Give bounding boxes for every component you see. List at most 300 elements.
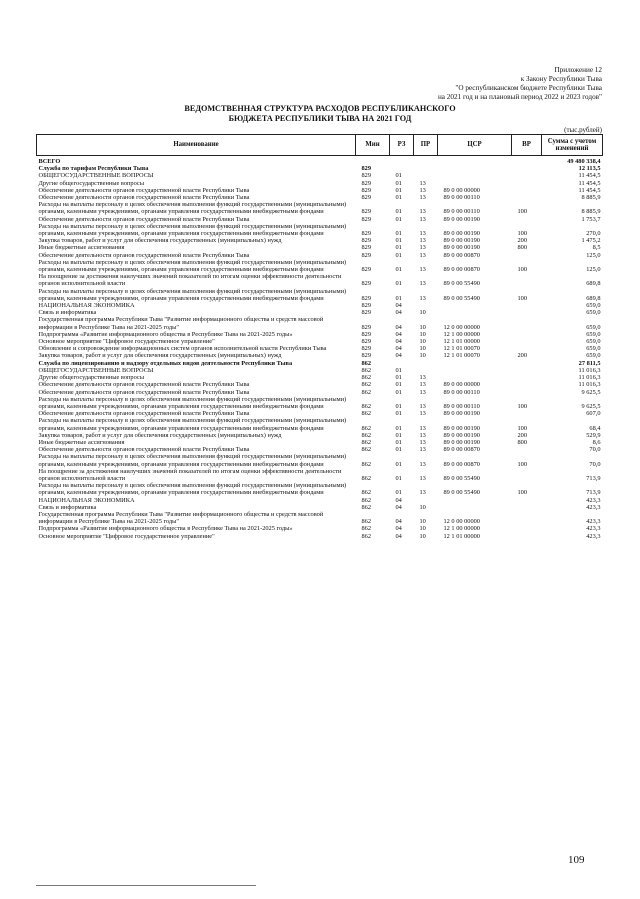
cell-name: Расходы на выплаты персоналу в целях обеспечения выполнения функций государственными (муниципальными) органами, казенными учреждениями, органами управления государственными внебюджетными фондами — [38, 258, 347, 274]
cell-min: 862 — [361, 496, 372, 504]
cell-vr — [512, 511, 542, 525]
cell-min: 829 — [361, 323, 372, 331]
cell-sum: 689,8 — [586, 294, 601, 302]
cell-pr — [414, 497, 438, 504]
cell-sum: 11 016,3 — [578, 374, 601, 382]
table-row — [37, 453, 603, 467]
cell-csr — [438, 497, 512, 504]
cell-rz: 01 — [395, 237, 402, 245]
cell-min: 829 — [361, 194, 372, 202]
cell-name: Расходы на выплаты персоналу в целях обеспечения выполнения функций государственными (муниципальными) органами, казенными учреждениями, органами управления государственными внебюджетными фондами — [38, 201, 347, 216]
cell-name: Служба по лицензированию и надзору отдельных видов деятельности Республики Тыва — [38, 359, 293, 367]
cell-pr: 10 — [419, 323, 426, 331]
cell-name: Иные бюджетные ассигнования — [38, 438, 125, 446]
cell-min: 862 — [361, 431, 372, 439]
cell-min: 862 — [361, 374, 372, 382]
cell-rz: 01 — [395, 208, 402, 216]
cell-sum: 27 811,5 — [578, 359, 601, 367]
cell-sum: 49 480 338,4 — [567, 158, 601, 165]
table-row — [37, 381, 603, 388]
cell-sum: 8 885,9 — [581, 194, 601, 202]
cell-vr: 200 — [517, 431, 528, 439]
cell-rz: 01 — [395, 186, 402, 194]
table-row — [37, 273, 603, 287]
cell-csr: 89 0 00 00110 — [443, 388, 480, 396]
cell-min: 862 — [361, 366, 372, 374]
cell-min: 829 — [361, 208, 372, 216]
cell-name: Обеспечение деятельности органов государственной власти Республики Тыва — [38, 194, 250, 202]
cell-min: 829 — [361, 251, 372, 259]
cell-rz: 01 — [395, 402, 402, 410]
cell-sum: 1 475,2 — [581, 237, 601, 245]
cell-min: 829 — [361, 186, 372, 194]
cell-vr: 100 — [517, 294, 528, 302]
cell-min: 862 — [361, 388, 372, 396]
cell-rz: 01 — [395, 381, 402, 389]
cell-vr: 100 — [517, 460, 528, 468]
cell-rz: 01 — [395, 244, 402, 252]
cell-pr: 13 — [419, 381, 426, 389]
cell-pr: 13 — [419, 388, 426, 396]
cell-min: 862 — [361, 474, 372, 482]
cell-vr — [512, 497, 542, 504]
table-row — [37, 309, 603, 316]
col-header-sum: Сумма с учетом изменений — [542, 135, 603, 156]
cell-sum: 1 753,7 — [581, 215, 601, 223]
cell-pr: 10 — [419, 352, 426, 360]
table-row — [37, 439, 603, 446]
cell-min: 862 — [361, 503, 372, 511]
cell-rz: 01 — [395, 230, 402, 238]
title-line: БЮДЖЕТА РЕСПУБЛИКИ ТЫВА НА 2021 ГОД — [228, 113, 412, 123]
col-header-vr: ВР — [512, 135, 542, 156]
cell-csr: 89 0 00 00190 — [443, 438, 480, 446]
cell-name: Закупка товаров, работ и услуг для обеспечения государственных (муниципальных) нужд — [38, 237, 282, 245]
cell-rz — [390, 360, 414, 367]
cell-sum: 11 454,5 — [578, 172, 601, 180]
cell-rz: 01 — [395, 280, 402, 288]
cell-min: 862 — [361, 489, 372, 497]
cell-rz: 04 — [395, 496, 402, 504]
cell-name: Расходы на выплаты персоналу в целях обеспечения выполнения функций государственными (муниципальными) органами, казенными учреждениями, органами управления государственными внебюджетными фондами — [38, 287, 347, 302]
cell-min: 829 — [361, 179, 372, 187]
cell-csr: 89 0 00 00870 — [443, 251, 480, 259]
cell-csr: 12 1 01 00070 — [443, 345, 480, 353]
cell-min: 829 — [361, 345, 372, 353]
cell-csr: 12 0 00 00000 — [443, 323, 480, 331]
table-row — [37, 338, 603, 345]
cell-name: Обновление и сопровождение информационных систем органов исполнительной власти Республики Тыва — [38, 345, 327, 353]
table-row — [37, 497, 603, 504]
cell-rz: 01 — [395, 194, 402, 202]
cell-sum: 423,3 — [586, 532, 601, 540]
cell-csr: 12 0 00 00000 — [443, 518, 480, 526]
table-row — [37, 194, 603, 201]
cell-name: На поощрение за достижения наилучших значений показателей по итогам оценки эффективности деятельности органов исполнительной власти — [38, 467, 342, 482]
cell-name: Обеспечение деятельности органов государственной власти Республики Тыва — [38, 381, 250, 389]
table-row — [37, 156, 603, 166]
cell-vr: 100 — [517, 489, 528, 497]
cell-pr: 13 — [419, 474, 426, 482]
cell-vr — [512, 468, 542, 482]
cell-rz: 01 — [395, 424, 402, 432]
table-row — [37, 533, 603, 540]
cell-sum: 659,0 — [586, 338, 601, 346]
cell-sum: 659,0 — [586, 302, 601, 310]
cell-name: На поощрение за достижения наилучших значений показателей по итогам оценки эффективности деятельности органов исполнительной власти — [38, 273, 342, 288]
table-row — [37, 316, 603, 330]
col-header-min: Мин — [356, 135, 390, 156]
cell-sum: 713,9 — [586, 489, 601, 497]
cell-rz: 04 — [395, 352, 402, 360]
cell-csr — [438, 504, 512, 511]
cell-name: Другие общегосударственные вопросы — [38, 374, 144, 382]
cell-min: 829 — [361, 172, 372, 180]
cell-rz: 04 — [395, 338, 402, 346]
table-row — [37, 417, 603, 431]
cell-pr: 13 — [419, 460, 426, 468]
cell-sum: 689,8 — [586, 280, 601, 288]
cell-csr: 89 0 00 00190 — [443, 230, 480, 238]
cell-min: 829 — [361, 237, 372, 245]
cell-min: 829 — [361, 302, 372, 310]
cell-name: НАЦИОНАЛЬНАЯ ЭКОНОМИКА — [38, 496, 135, 504]
cell-pr: 10 — [419, 532, 426, 540]
cell-vr — [512, 316, 542, 330]
cell-rz: 01 — [395, 366, 402, 374]
cell-name: Расходы на выплаты персоналу в целях обеспечения выполнения функций государственными (муниципальными) органами, казенными учреждениями, органами управления государственными внебюджетными фондами — [38, 395, 347, 410]
cell-min: 862 — [361, 446, 372, 454]
table-row — [37, 187, 603, 194]
table-row — [37, 504, 603, 511]
cell-pr: 13 — [419, 237, 426, 245]
col-header-pr: ПР — [414, 135, 438, 156]
cell-sum: 9 625,5 — [581, 402, 601, 410]
cell-pr: 13 — [419, 489, 426, 497]
cell-csr: 89 0 00 00000 — [443, 186, 480, 194]
table-header-row — [37, 135, 603, 156]
cell-rz: 04 — [395, 323, 402, 331]
cell-rz: 01 — [395, 446, 402, 454]
cell-csr: 89 0 00 55490 — [443, 474, 480, 482]
cell-sum: 659,0 — [586, 345, 601, 353]
cell-min: 862 — [361, 518, 372, 526]
table-row — [37, 223, 603, 237]
table-row — [37, 345, 603, 352]
cell-vr — [512, 533, 542, 540]
cell-vr — [512, 194, 542, 201]
cell-min: 829 — [361, 215, 372, 223]
cell-rz: 01 — [395, 474, 402, 482]
cell-min: 862 — [361, 359, 372, 367]
cell-vr — [512, 309, 542, 316]
appendix-line: "О республиканском бюджете Республики Тыва — [455, 84, 602, 92]
cell-vr: 100 — [517, 402, 528, 410]
cell-csr: 89 0 00 55490 — [443, 280, 480, 288]
cell-sum: 70,0 — [589, 460, 601, 468]
cell-vr — [512, 381, 542, 388]
cell-csr: 89 0 00 00190 — [443, 431, 480, 439]
table-row — [37, 446, 603, 453]
cell-vr — [512, 446, 542, 453]
table-row — [37, 468, 603, 482]
cell-vr — [512, 187, 542, 194]
cell-pr: 13 — [419, 374, 426, 382]
cell-rz: 01 — [395, 460, 402, 468]
cell-rz: 01 — [395, 294, 402, 302]
cell-min: 829 — [361, 309, 372, 317]
cell-csr: 89 0 00 00190 — [443, 424, 480, 432]
cell-pr: 13 — [419, 186, 426, 194]
cell-pr: 13 — [419, 431, 426, 439]
cell-sum: 8,6 — [592, 438, 601, 446]
cell-vr: 100 — [517, 230, 528, 238]
cell-name: Государственная программа Республики Тыва "Развитие информационного общества и средств массовой информации в Республике Тыва на 2021-2025 годы" — [38, 316, 324, 331]
cell-name: Обеспечение деятельности органов государственной власти Республики Тыва — [38, 446, 250, 454]
cell-name: ОБЩЕГОСУДАРСТВЕННЫЕ ВОПРОСЫ — [38, 172, 154, 180]
cell-csr: 89 0 00 00190 — [443, 215, 480, 223]
cell-pr — [414, 156, 438, 166]
cell-min: 862 — [361, 532, 372, 540]
cell-rz: 04 — [395, 503, 402, 511]
cell-min: 862 — [361, 410, 372, 418]
cell-pr — [414, 360, 438, 367]
cell-vr — [512, 374, 542, 381]
cell-name: НАЦИОНАЛЬНАЯ ЭКОНОМИКА — [38, 302, 135, 310]
cell-name: Расходы на выплаты персоналу в целях обеспечения выполнения функций государственными (муниципальными) органами, казенными учреждениями, органами управления государственными внебюджетными фондами — [38, 482, 347, 497]
table-row — [37, 360, 603, 367]
title-line: ВЕДОМСТВЕННАЯ СТРУКТУРА РАСХОДОВ РЕСПУБЛИКАНСКОГО — [184, 104, 456, 113]
cell-sum: 8,5 — [592, 244, 601, 252]
cell-csr: 89 0 00 00110 — [443, 402, 480, 410]
cell-pr: 13 — [419, 280, 426, 288]
cell-rz: 04 — [395, 532, 402, 540]
cell-sum: 68,4 — [589, 424, 601, 432]
cell-csr — [438, 367, 512, 374]
cell-pr: 10 — [419, 309, 426, 317]
cell-csr: 12 1 01 00000 — [443, 532, 480, 540]
cell-vr — [512, 331, 542, 338]
cell-vr — [512, 367, 542, 374]
cell-pr: 13 — [419, 438, 426, 446]
table-row — [37, 367, 603, 374]
cell-name: Подпрограмма «Развитие информационного общества в Республике Тыва на 2021-2025 годы» — [38, 330, 293, 338]
table-row — [37, 165, 603, 172]
cell-sum: 659,0 — [586, 323, 601, 331]
cell-min: 829 — [361, 330, 372, 338]
cell-csr: 89 0 00 00110 — [443, 208, 480, 216]
cell-rz: 04 — [395, 518, 402, 526]
cell-name: Связь и информатика — [38, 309, 97, 317]
table-row — [37, 511, 603, 525]
cell-vr — [512, 156, 542, 166]
cell-sum: 125,0 — [586, 251, 601, 259]
cell-pr: 13 — [419, 424, 426, 432]
cell-csr: 89 0 00 00190 — [443, 244, 480, 252]
cell-rz: 01 — [395, 172, 402, 180]
cell-vr — [512, 410, 542, 417]
cell-name: Другие общегосударственные вопросы — [38, 179, 144, 187]
cell-rz: 01 — [395, 438, 402, 446]
cell-sum: 659,0 — [586, 330, 601, 338]
cell-rz: 04 — [395, 309, 402, 317]
cell-name: Закупка товаров, работ и услуг для обеспечения государственных (муниципальных) нужд — [38, 431, 282, 439]
units-label: (тыс.рублей) — [564, 126, 602, 134]
table-row — [37, 216, 603, 223]
cell-pr: 10 — [419, 345, 426, 353]
cell-sum: 270,0 — [586, 230, 601, 238]
cell-vr — [512, 525, 542, 532]
table-row — [37, 525, 603, 532]
cell-name: Обеспечение деятельности органов государственной власти Республики Тыва — [38, 215, 250, 223]
cell-pr — [414, 165, 438, 172]
cell-sum: 423,3 — [586, 518, 601, 526]
table-row — [37, 180, 603, 187]
cell-min: 862 — [361, 381, 372, 389]
cell-vr: 100 — [517, 266, 528, 274]
cell-vr — [512, 165, 542, 172]
cell-vr — [512, 302, 542, 309]
cell-pr: 13 — [419, 179, 426, 187]
cell-csr: 89 0 00 55490 — [443, 489, 480, 497]
table-row — [37, 252, 603, 259]
cell-vr — [512, 180, 542, 187]
table-row — [37, 172, 603, 179]
cell-pr: 13 — [419, 208, 426, 216]
cell-csr: 12 1 01 00000 — [443, 338, 480, 346]
cell-csr: 89 0 00 00190 — [443, 237, 480, 245]
cell-csr — [438, 172, 512, 179]
table-row — [37, 244, 603, 251]
cell-rz: 01 — [395, 215, 402, 223]
cell-min: 829 — [361, 338, 372, 346]
appendix-line: Приложение 12 — [554, 66, 602, 74]
cell-name: Закупка товаров, работ и услуг для обеспечения государственных (муниципальных) нужд — [38, 352, 282, 360]
cell-name: Обеспечение деятельности органов государственной власти Республики Тыва — [38, 410, 250, 418]
cell-vr: 100 — [517, 424, 528, 432]
cell-sum: 11 016,3 — [578, 366, 601, 374]
cell-min: 829 — [361, 165, 372, 173]
cell-csr: 89 0 00 00110 — [443, 194, 480, 202]
cell-pr — [414, 302, 438, 309]
cell-name: Расходы на выплаты персоналу в целях обеспечения выполнения функций государственными (муниципальными) органами, казенными учреждениями, органами управления государственными внебюджетными фондами — [38, 453, 347, 468]
cell-sum: 11 454,5 — [578, 186, 601, 194]
cell-pr: 13 — [419, 410, 426, 418]
cell-csr: 89 0 00 00870 — [443, 266, 480, 274]
col-header-rz: РЗ — [390, 135, 414, 156]
cell-vr — [512, 252, 542, 259]
appendix-header — [262, 66, 602, 102]
cell-csr: 89 0 00 00190 — [443, 410, 480, 418]
table-row — [37, 410, 603, 417]
cell-vr: 200 — [517, 237, 528, 245]
cell-sum: 423,3 — [586, 496, 601, 504]
table-row — [37, 389, 603, 396]
cell-csr: 89 0 00 00000 — [443, 381, 480, 389]
cell-min: 862 — [361, 424, 372, 432]
cell-pr: 13 — [419, 446, 426, 454]
cell-sum: 659,0 — [586, 309, 601, 317]
cell-rz: 01 — [395, 431, 402, 439]
cell-rz: 04 — [395, 330, 402, 338]
cell-pr: 13 — [419, 230, 426, 238]
cell-pr: 10 — [419, 338, 426, 346]
table-row — [37, 302, 603, 309]
cell-csr: 12 1 01 00070 — [443, 352, 480, 360]
cell-min: 829 — [361, 352, 372, 360]
cell-pr: 10 — [419, 503, 426, 511]
cell-pr: 13 — [419, 266, 426, 274]
cell-csr: 89 0 00 00870 — [443, 460, 480, 468]
footer-rule — [36, 885, 256, 886]
cell-vr — [512, 389, 542, 396]
table-row — [37, 331, 603, 338]
cell-sum: 659,0 — [586, 352, 601, 360]
cell-sum: 607,0 — [586, 410, 601, 418]
cell-csr — [438, 302, 512, 309]
cell-pr: 13 — [419, 215, 426, 223]
cell-rz: 01 — [395, 374, 402, 382]
cell-pr: 13 — [419, 251, 426, 259]
cell-sum: 9 625,5 — [581, 388, 601, 396]
cell-pr: 10 — [419, 518, 426, 526]
cell-min — [356, 156, 390, 166]
cell-rz: 04 — [395, 302, 402, 310]
table-body — [37, 156, 603, 540]
cell-pr — [414, 172, 438, 179]
cell-name: ВСЕГО — [38, 158, 61, 165]
cell-csr — [438, 156, 512, 166]
cell-name: Обеспечение деятельности органов государственной власти Республики Тыва — [38, 186, 250, 194]
cell-vr — [512, 338, 542, 345]
cell-sum: 125,0 — [586, 266, 601, 274]
cell-sum: 423,3 — [586, 503, 601, 511]
cell-name: Расходы на выплаты персоналу в целях обеспечения выполнения функций государственными (муниципальными) органами, казенными учреждениями, органами управления государственными внебюджетными фондами — [38, 417, 347, 432]
cell-min: 829 — [361, 294, 372, 302]
cell-pr: 13 — [419, 294, 426, 302]
col-header-name: Наименование — [37, 135, 356, 156]
cell-name: Государственная программа Республики Тыва "Развитие информационного общества и средств массовой информации в Республике Тыва на 2021-2025 годы" — [38, 510, 324, 526]
cell-vr: 200 — [517, 352, 528, 360]
cell-name: Подпрограмма «Развитие информационного общества в Республике Тыва на 2021-2025 годы» — [38, 525, 293, 533]
cell-vr — [512, 345, 542, 352]
cell-vr — [512, 360, 542, 367]
cell-name: Служба по тарифам Республики Тыва — [38, 165, 149, 173]
table-row — [37, 201, 603, 215]
table-row — [37, 396, 603, 410]
cell-sum: 11 016,3 — [578, 381, 601, 389]
cell-vr — [512, 504, 542, 511]
page-number: 109 — [568, 854, 585, 866]
cell-sum: 713,9 — [586, 474, 601, 482]
col-header-csr: ЦСР — [438, 135, 512, 156]
cell-pr: 13 — [419, 194, 426, 202]
cell-name: ОБЩЕГОСУДАРСТВЕННЫЕ ВОПРОСЫ — [38, 366, 154, 374]
cell-rz: 01 — [395, 179, 402, 187]
cell-csr — [438, 360, 512, 367]
cell-csr — [438, 374, 512, 381]
cell-sum: 12 113,5 — [578, 165, 601, 173]
cell-csr — [438, 180, 512, 187]
cell-name: Основное мероприятие "Цифровое государственное управление" — [38, 338, 215, 346]
cell-min: 862 — [361, 460, 372, 468]
cell-sum: 529,9 — [586, 431, 601, 439]
cell-pr: 10 — [419, 330, 426, 338]
cell-vr — [512, 273, 542, 287]
cell-name: Обеспечение деятельности органов государственной власти Республики Тыва — [38, 251, 250, 259]
cell-sum: 11 454,5 — [578, 179, 601, 187]
cell-csr: 89 0 00 00870 — [443, 446, 480, 454]
